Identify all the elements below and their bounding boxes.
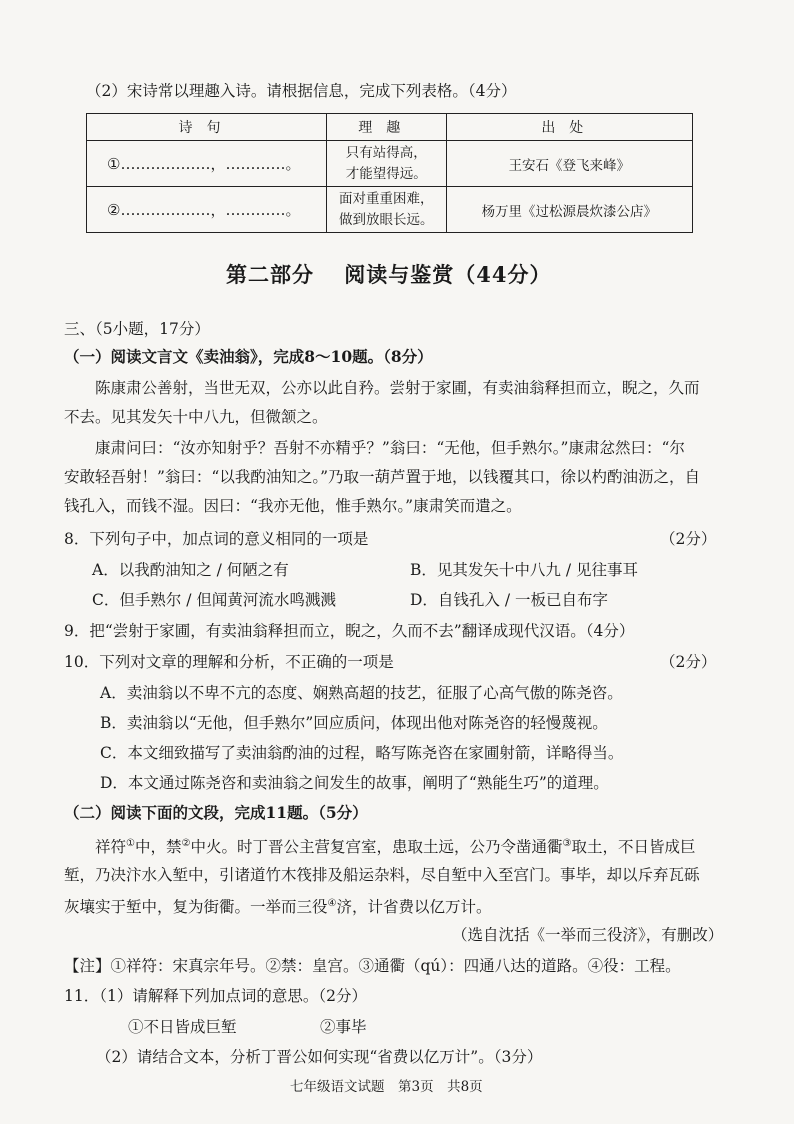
table-row [87, 187, 693, 233]
q8-stem: 8．下列句子中，加点词的意义相同的一项是 [64, 530, 369, 548]
q2-instruction: （2）宋诗常以理趣入诗。请根据信息，完成下列表格。（4分） [86, 82, 517, 100]
q10-stem: 10．下列对文章的理解和分析，不正确的一项是 [64, 653, 394, 671]
reason-line: 面对重重困难， [339, 190, 434, 207]
reason-line: 做到放眼长远。 [339, 211, 434, 228]
q8-option-d[interactable]: D．自钱孔入 / 一板已自布字 [410, 591, 609, 609]
poem-table [86, 113, 693, 233]
annotation-note: 【注】①祥符：宋真宗年号。②禁：皇宫。③通衢（qú）：四通八达的道路。④役：工程。 [64, 957, 681, 975]
q11-word-1: ①不日皆成巨堑 [128, 1018, 237, 1036]
footnote-marker: ② [181, 838, 191, 849]
poem-blank-1[interactable]: ①………………，…………。 [87, 141, 327, 187]
q11-part1: 11．（1）请解释下列加点词的意思。（2分） [64, 987, 367, 1005]
source-cell: 杨万里《过松源晨炊漆公店》 [446, 187, 692, 233]
q10-option-b[interactable]: B．卖油翁以“无他，但手熟尔”回应质问，体现出他对陈尧咨的轻慢蔑视。 [100, 714, 608, 732]
q10-option-c[interactable]: C．本文细致描写了卖油翁酌油的过程，略写陈尧咨在家圃射箭，详略得当。 [100, 744, 624, 762]
q10-option-a[interactable]: A．卖油翁以不卑不亢的态度、娴熟高超的技艺，征服了心高气傲的陈尧咨。 [100, 684, 623, 702]
passage2-line-3: 灰壤实于堑中，复为街衢。一举而三役④济，计省费以亿万计。 [64, 898, 492, 917]
q10-score: （2分） [660, 653, 717, 671]
reason-cell [326, 141, 446, 187]
poem-blank-2[interactable]: ②………………，…………。 [87, 187, 327, 233]
section3-heading: 三、（5小题，17分） [64, 320, 210, 338]
reason-line: 才能望得远。 [345, 165, 427, 182]
footnote-marker: ① [126, 838, 135, 849]
q8-score: （2分） [660, 530, 717, 548]
q8-option-a[interactable]: A．以我酌油知之 / 何陋之有 [92, 561, 289, 579]
passage1-line: 不去。见其发矢十中八九，但微颔之。 [64, 408, 328, 426]
passage2-source: （选自沈括《一举而三役济》，有删改） [452, 926, 724, 944]
q9-stem: 9．把“尝射于家圃，有卖油翁释担而立，睨之，久而不去”翻译成现代汉语。（4分） [64, 622, 635, 640]
reason-cell [326, 187, 446, 233]
table-header-reason: 理趣 [326, 114, 446, 141]
passage2-line-2: 堑，乃决汴水入堑中，引诸道竹木筏排及船运杂料，尽自堑中入至宫门。事毕，却以斥弃瓦砾 [64, 866, 700, 884]
sub1-heading: （一）阅读文言文《卖油翁》，完成8～10题。（8分） [64, 347, 433, 366]
q8-option-c[interactable]: C．但手熟尔 / 但闻黄河流水鸣溅溅 [92, 591, 336, 609]
passage1-line: 安敢轻吾射！”翁曰：“以我酌油知之。”乃取一葫芦置于地，以钱覆其口，徐以杓酌油沥之，自 [64, 468, 701, 486]
passage1-line: 钱孔入，而钱不湿。因曰：“我亦无他，惟手熟尔。”康肃笑而遣之。 [64, 497, 522, 515]
passage1-line: 陈康肃公善射，当世无双，公亦以此自矜。尝射于家圃，有卖油翁释担而立，睨之，久而 [95, 379, 700, 397]
passage1-line: 康肃问曰：“汝亦知射乎？吾射不亦精乎？”翁曰：“无他，但手熟尔。”康肃忿然曰：“尔 [95, 439, 685, 457]
q8-option-b[interactable]: B．见其发矢十中八九 / 见往事耳 [410, 561, 638, 579]
footnote-marker: ③ [562, 838, 572, 849]
part2-title: 第二部分 阅读与鉴赏（44分） [226, 262, 552, 287]
table-header-source: 出处 [446, 114, 692, 141]
page-footer: 七年级语文试题 第3页 共8页 [290, 1079, 483, 1095]
source-cell: 王安石《登飞来峰》 [446, 141, 692, 187]
q11-part2: （2）请结合文本，分析丁晋公如何实现“省费以亿万计”。（3分） [96, 1048, 543, 1066]
table-row [87, 141, 693, 187]
sub2-heading: （二）阅读下面的文段，完成11题。（5分） [64, 803, 368, 822]
table-header-row [87, 114, 693, 141]
q11-word-2: ②事毕 [320, 1018, 367, 1036]
table-header-poem: 诗句 [87, 114, 327, 141]
passage2-line-1: 祥符①中，禁②中火。时丁晋公主营复宫室，患取土远，公乃令凿通衢③取土，不日皆成巨 [95, 838, 696, 857]
footnote-marker: ④ [327, 898, 337, 909]
reason-line: 只有站得高， [345, 144, 427, 161]
q10-option-d[interactable]: D．本文通过陈尧咨和卖油翁之间发生的故事，阐明了“熟能生巧”的道理。 [100, 774, 609, 792]
